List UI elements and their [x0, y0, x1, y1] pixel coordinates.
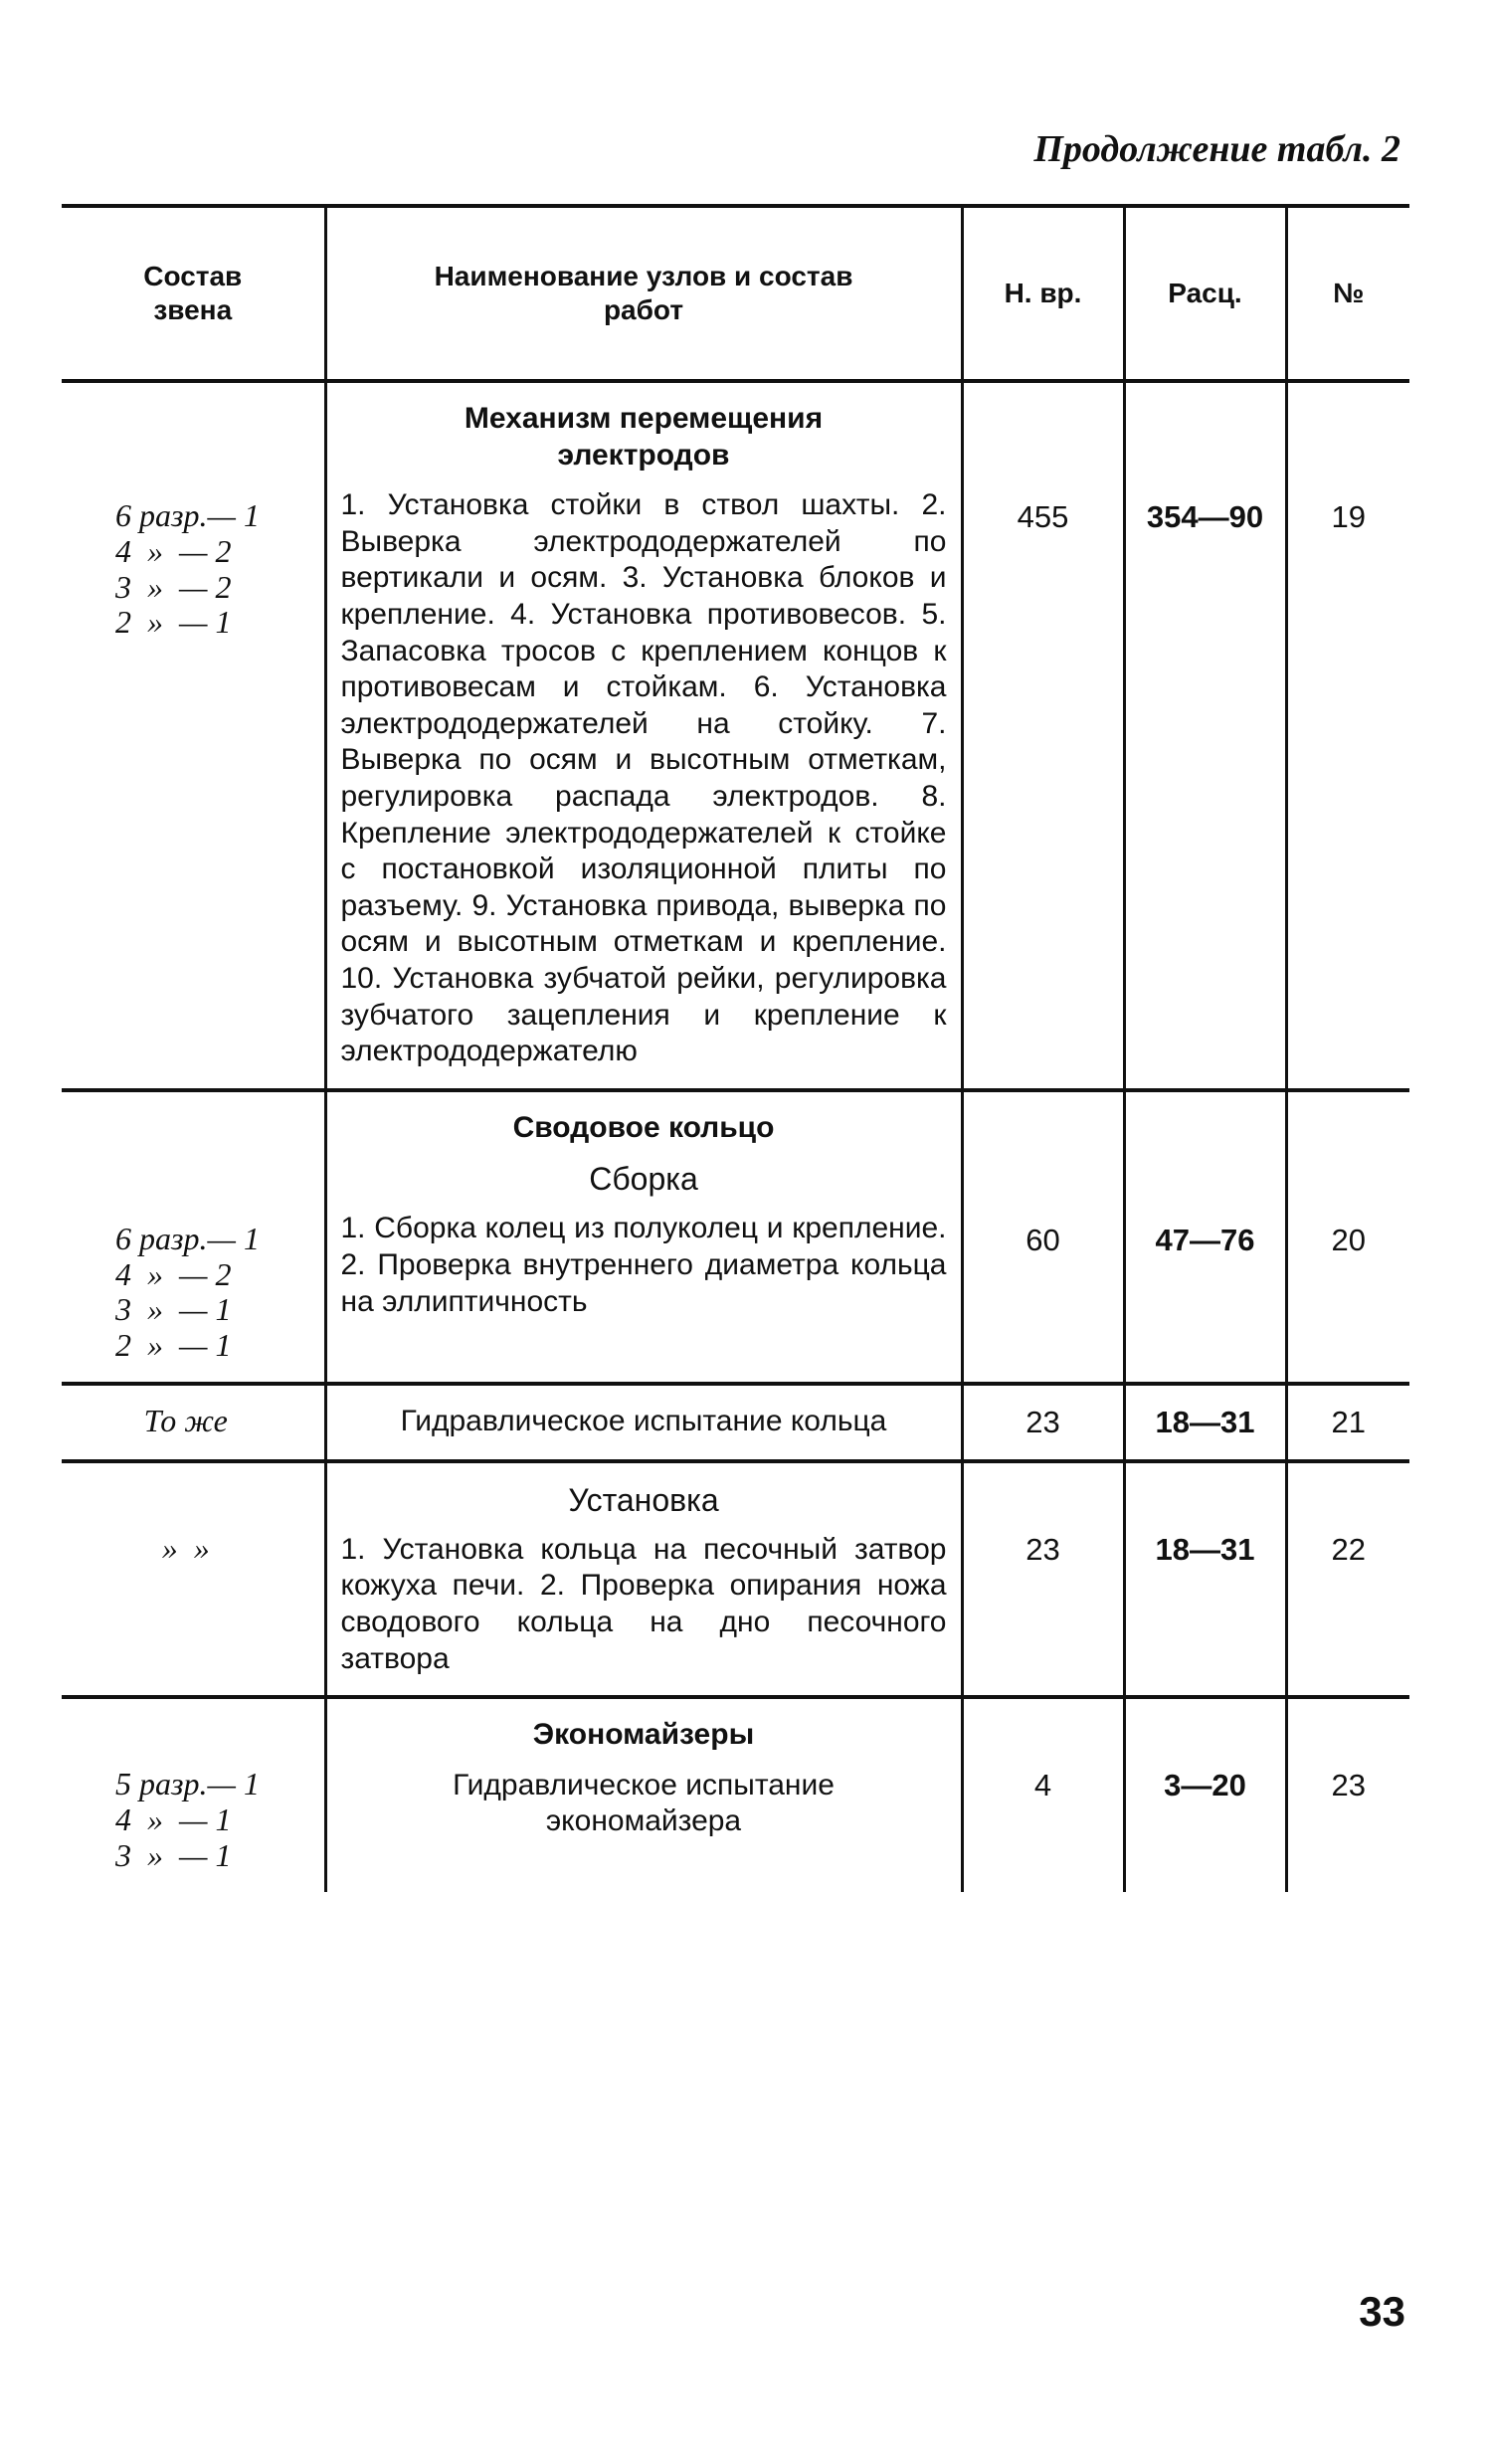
table-header-row: [62, 206, 1409, 381]
number-cell: [1286, 1090, 1409, 1384]
norm-time-cell: [962, 1384, 1124, 1461]
norm-time-cell: [962, 1697, 1124, 1891]
rate-value: 47—76: [1155, 1222, 1255, 1257]
crew-line: 5 разр.— 1: [115, 1766, 260, 1802]
rate-cell: [1124, 1090, 1286, 1384]
table-row: [62, 381, 1409, 1090]
table-continuation-caption: Продолжение табл. 2: [1033, 128, 1400, 170]
work-description: Гидравлическое испытание кольца: [400, 1405, 887, 1437]
crew-cell: [62, 1090, 325, 1384]
crew-cell: [62, 1384, 325, 1461]
section-title: Экономайзеры: [532, 1718, 755, 1752]
row-number: 21: [1331, 1405, 1366, 1439]
work-cell: [325, 1384, 962, 1461]
crew-line: 4 » — 1: [115, 1801, 232, 1838]
crew-line: 4 » — 2: [115, 1255, 232, 1292]
work-cell: [325, 1461, 962, 1697]
rate-cell: [1124, 1697, 1286, 1891]
norm-time-value: 60: [1025, 1222, 1060, 1257]
norm-time-value: 4: [1033, 1768, 1052, 1803]
norm-time-value: 23: [1025, 1405, 1060, 1439]
crew-cell: [62, 1697, 325, 1891]
rate-cell: [1124, 1461, 1286, 1697]
rate-value: 18—31: [1155, 1531, 1255, 1567]
crew-cell: [62, 1461, 325, 1697]
crew-line: 3 » — 2: [115, 568, 232, 605]
column-header-number: №: [1286, 206, 1409, 381]
table-row: [62, 1384, 1409, 1461]
work-description: 1. Установка кольца на песочный затвор кожуха печи. 2. Проверка опирания ножа сводового кольца на дно песочного затвора: [340, 1532, 947, 1675]
section-title: Механизм перемещения электродов: [464, 402, 824, 472]
crew-line: 3 » — 1: [115, 1291, 232, 1328]
table-row: [62, 1461, 1409, 1697]
page-number: 33: [1359, 2288, 1405, 2335]
work-description: 1. Установка стойки в ствол шахты. 2. Выверка электрододержателей по вертикали и осям. 3. Установка блоков и крепление. 4. Установка противовесов. 5. Запасовка тросов с креплением концов к противовесам и стойкам. 6. Установка электрододержателей на стойку. 7. Выверка по осям и высотным отметкам, регулировка распада электродов. 8. Крепление электрододержателей к стойке с постановкой изоляционной плиты по разъему. 9. Установка привода, выверка по осям и высотным отметкам и крепление. 10. Установка зубчатой рейки, регулировка зубчатого зацепления и крепление к электрододержателю: [340, 488, 947, 1068]
row-number: 23: [1331, 1768, 1366, 1803]
rate-value: 3—20: [1164, 1768, 1246, 1803]
row-number: 19: [1331, 499, 1366, 534]
column-header-work: Наименование узлов и состав работ: [325, 206, 962, 381]
rate-cell: [1124, 381, 1286, 1090]
rate-value: 18—31: [1155, 1405, 1255, 1439]
norm-time-cell: [962, 1461, 1124, 1697]
section-title: Сводовое кольцо: [512, 1110, 775, 1144]
work-description: 1. Сборка колец из полуколец и крепление. 2. Проверка внутреннего диаметра кольца на эллиптичность: [340, 1212, 947, 1318]
row-number: 22: [1331, 1531, 1366, 1567]
number-cell: [1286, 1384, 1409, 1461]
crew-cell: [62, 381, 325, 1090]
crew-line: 6 разр.— 1: [115, 497, 260, 533]
rate-cell: [1124, 1384, 1286, 1461]
column-header-crew: Состав звена: [62, 206, 325, 381]
crew-line: 3 » — 1: [115, 1836, 232, 1873]
norm-time-value: 455: [1017, 499, 1069, 534]
number-cell: [1286, 1461, 1409, 1697]
crew-line: 6 разр.— 1: [115, 1220, 260, 1256]
work-cell: [325, 1090, 962, 1384]
section-subtitle: Сборка: [589, 1161, 698, 1198]
row-number: 20: [1331, 1222, 1366, 1257]
crew-line: 2 » — 1: [115, 604, 232, 641]
table-row: [62, 1697, 1409, 1891]
number-cell: [1286, 1697, 1409, 1891]
number-cell: [1286, 381, 1409, 1090]
crew-line: » »: [161, 1529, 210, 1566]
work-cell: [325, 1697, 962, 1891]
norms-table: [62, 204, 1409, 1892]
section-subtitle: Установка: [568, 1481, 719, 1518]
work-cell: [325, 381, 962, 1090]
crew-line: 2 » — 1: [115, 1327, 232, 1364]
rate-value: 354—90: [1146, 499, 1264, 534]
column-header-rate: Расц.: [1124, 206, 1286, 381]
column-header-norm-time: Н. вр.: [962, 206, 1124, 381]
crew-line: 4 » — 2: [115, 532, 232, 569]
table-row: [62, 1090, 1409, 1384]
work-description: Гидравлическое испытание экономайзера: [453, 1768, 835, 1838]
norm-time-value: 23: [1025, 1531, 1060, 1567]
crew-line: То же: [143, 1403, 228, 1438]
norm-time-cell: [962, 1090, 1124, 1384]
norm-time-cell: [962, 381, 1124, 1090]
